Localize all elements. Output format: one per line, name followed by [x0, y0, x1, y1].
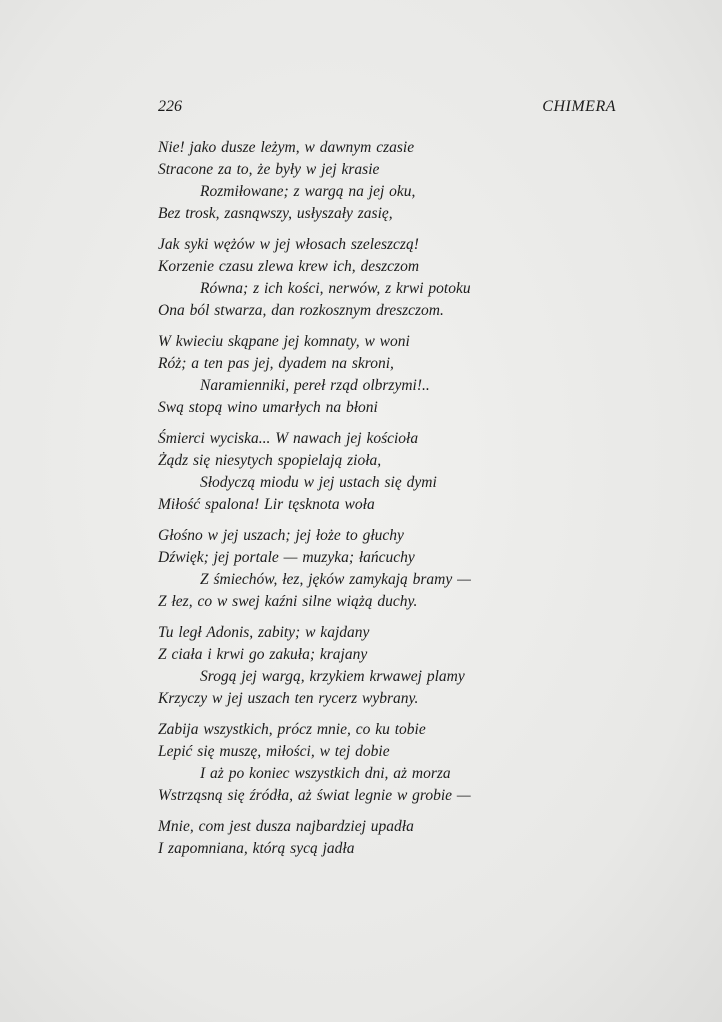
poem-line: I aż po koniec wszystkich dni, aż morza — [200, 765, 451, 782]
page-number: 226 — [158, 98, 182, 115]
poem-body — [158, 137, 578, 869]
poem-line: Naramienniki, pereł rząd olbrzymi!.. — [200, 377, 430, 394]
poem-line: Śmierci wyciska... W nawach jej kościoła — [158, 430, 419, 447]
poem-line: Z ciała i krwi go zakuła; krajany — [158, 646, 368, 663]
poem-line: Jak syki wężów w jej włosach szeleszczą! — [158, 236, 419, 253]
stanza — [158, 137, 578, 225]
poem-line: Wstrząsną się źródła, aż świat legnie w grobie — — [158, 787, 471, 804]
stanza — [158, 234, 578, 322]
poem-line: Tu legł Adonis, zabity; w kajdany — [158, 624, 370, 641]
poem-line: W kwieciu skąpane jej komnaty, w woni — [158, 333, 410, 350]
poem-line: Równa; z ich kości, nerwów, z krwi potoku — [200, 280, 471, 297]
poem-line: I zapomniana, którą sycą jadła — [158, 840, 355, 857]
poem-line: Swą stopą wino umarłych na błoni — [158, 399, 378, 416]
poem-line: Nie! jako dusze leżym, w dawnym czasie — [158, 139, 415, 156]
stanza — [158, 622, 578, 710]
poem-line: Z łez, co w swej kaźni silne wiążą duchy. — [158, 593, 418, 610]
poem-line: Ona ból stwarza, dan rozkosznym dreszczom. — [158, 302, 444, 319]
page-header — [158, 98, 616, 122]
stanza — [158, 719, 578, 807]
poem-line: Żądz się niesytych spopielają zioła, — [158, 452, 382, 469]
stanza — [158, 816, 578, 860]
poem-line: Miłość spalona! Lir tęsknota woła — [158, 496, 375, 513]
poem-line: Z śmiechów, łez, jęków zamykają bramy — — [200, 571, 471, 588]
poem-line: Bez trosk, zasnąwszy, usłyszały zasię, — [158, 205, 393, 222]
poem-line: Mnie, com jest dusza najbardziej upadła — [158, 818, 414, 835]
poem-line: Stracone za to, że były w jej krasie — [158, 161, 380, 178]
poem-line: Róż; a ten pas jej, dyadem na skroni, — [158, 355, 394, 372]
running-title: CHIMERA — [542, 98, 616, 115]
poem-line: Lepić się muszę, miłości, w tej dobie — [158, 743, 390, 760]
poem-line: Srogą jej wargą, krzykiem krwawej plamy — [200, 668, 465, 685]
stanza — [158, 331, 578, 419]
poem-line: Dźwięk; jej portale — muzyka; łańcuchy — [158, 549, 415, 566]
poem-line: Głośno w jej uszach; jej łoże to głuchy — [158, 527, 404, 544]
poem-line: Słodyczą miodu w jej ustach się dymi — [200, 474, 437, 491]
stanza — [158, 428, 578, 516]
poem-line: Korzenie czasu zlewa krew ich, deszczom — [158, 258, 420, 275]
poem-line: Krzyczy w jej uszach ten rycerz wybrany. — [158, 690, 419, 707]
poem-line: Rozmiłowane; z wargą na jej oku, — [200, 183, 416, 200]
stanza — [158, 525, 578, 613]
poem-line: Zabija wszystkich, prócz mnie, co ku tobie — [158, 721, 426, 738]
